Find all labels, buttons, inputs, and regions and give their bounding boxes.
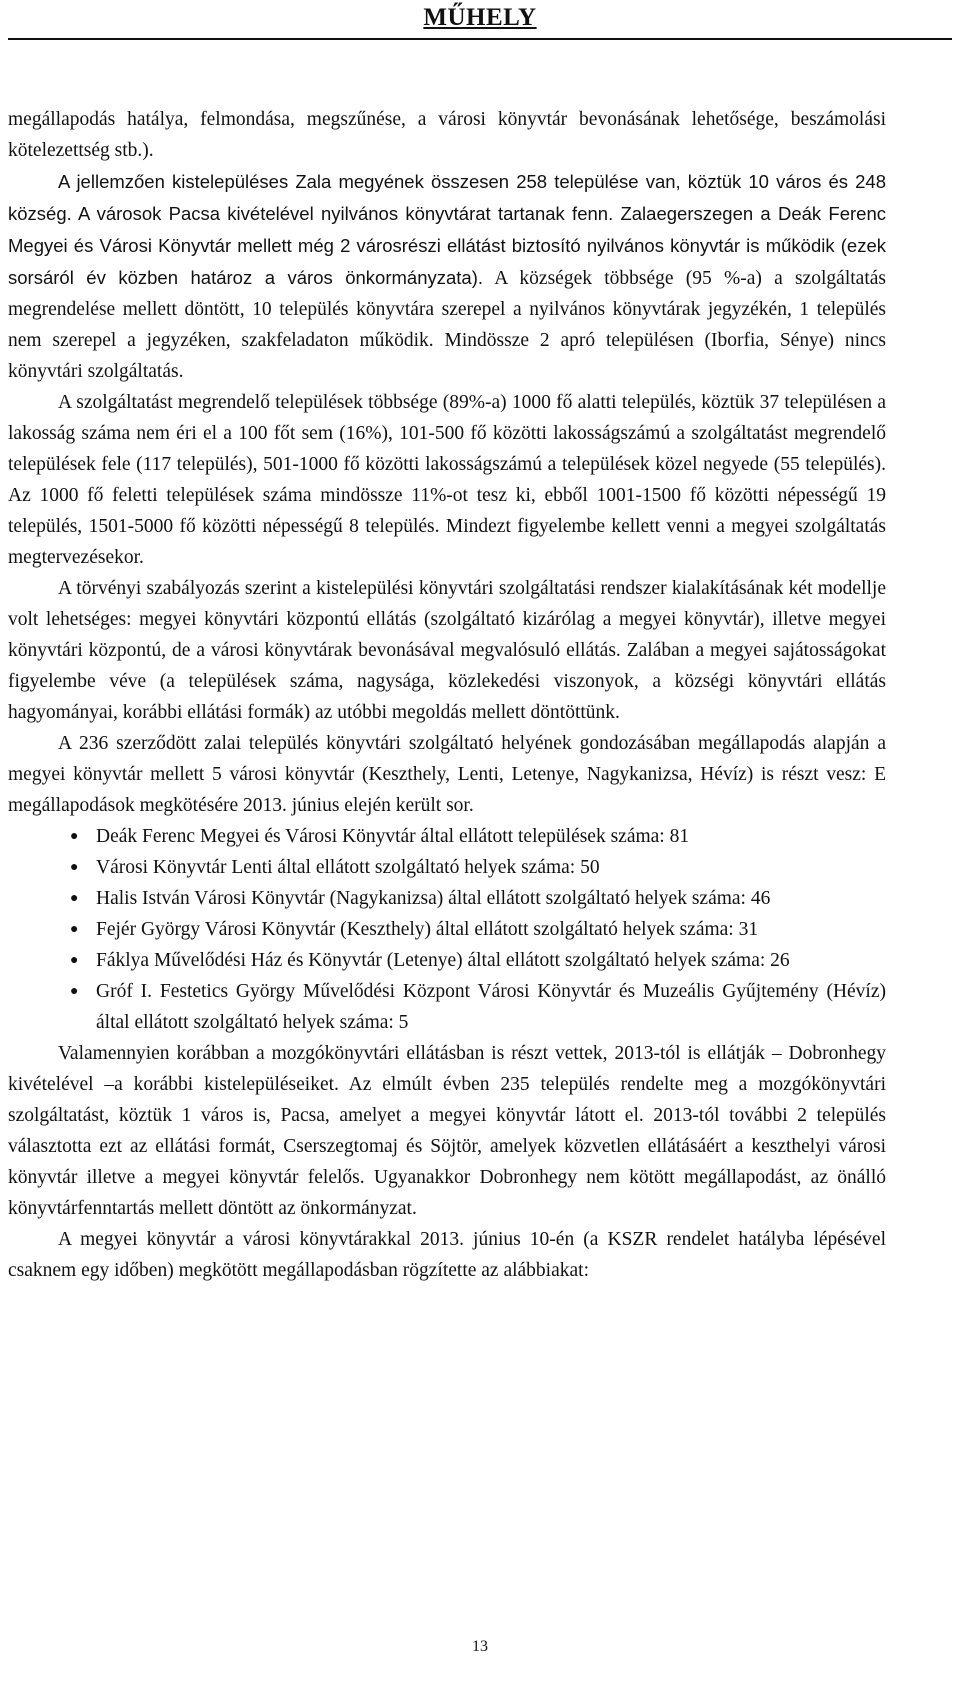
list-item [8,883,886,914]
paragraph-agreement: A megyei könyvtár a városi könyvtárakkal 2013. június 10-én (a KSZR rendelet hatályba lépésével csaknem egy időben) megkötött megállapodásban rögzítette az alábbiakat: [8,1229,886,1281]
paragraph-population-stats: A szolgáltatást megrendelő települések többsége (89%-a) 1000 fő alatti település, köztük 37 településen a lakosság száma nem éri el a 100 főt sem (16%), 101-500 fő közötti lakosságszámú a szolgáltatást megrendelő települések fele (117 település), 501-1000 fő közötti lakosságszámú a települések közel negyede (55 település). Az 1000 fő feletti települések száma mindössze 11%-ot tesz ki, ebből 1001-1500 fő közötti népességű 19 település, 1501-5000 fő közötti népességű 8 település. Mindezt figyelembe kellett venni a megyei szolgáltatás megtervezésekor. [8,392,886,568]
paragraph-mobile-library: Valamennyien korábban a mozgókönyvtári ellátásban is részt vettek, 2013-tól is ellátják – Dobronhegy kivételével –a korábbi kistelepüléseiket. Az elmúlt évben 235 település rendelte meg a mozgókönyvtári szolgáltatást, köztük 1 város is, Pacsa, amelyet a megyei könyvtár látott el. 2013-tól további 2 település választotta ezt az ellátási formát, Cserszegtomaj és Söjtör, amelyek közvetlen ellátásáért a keszthelyi városi könyvtár illetve a megyei könyvtár felelős. Ugyanakkor Dobronhegy nem kötött megállapodást, az önálló könyvtárfenntartás mellett döntött az önkormányzat. [8,1043,886,1219]
list-item-text: Deák Ferenc Megyei és Városi Könyvtár által ellátott települések száma: 81 [96,826,690,847]
list-item [8,821,886,852]
list-item-text: Városi Könyvtár Lenti által ellátott szolgáltató helyek száma: 50 [96,857,600,878]
bullet-icon: ● [70,953,79,968]
list-item [8,945,886,976]
paragraph-service-models: A törvényi szabályozás szerint a kistelepülési könyvtári szolgáltatási rendszer kialakításának két modellje volt lehetséges: megyei könyvtári központú ellátás (szolgáltató kizárólag a megyei könyvtár), illetve megyei könyvtári központú, de a városi könyvtárak bevonásával megvalósuló ellátás. Zalában a megyei sajátosságokat figyelembe véve (a települések száma, nagysága, közlekedési viszonyok, a községi könyvtári ellátás hagyományai, korábbi ellátási formák) az utóbbi megoldás mellett döntöttünk. [8,578,886,723]
list-item-text: Fejér György Városi Könyvtár (Keszthely) által ellátott szolgáltató helyek száma: 31 [96,919,759,940]
paragraph-zala-settlements-part2: A községek többsége (95 %-a) a szolgáltatás megrendelése mellett döntött, 10 település könyvtára szerepel a nyilvános könyvtárak jegyzékén, 1 település nem szerepel a jegyzéken, szakfeladaton működik. Mindössze 2 apró településen (Iborfia, Sénye) nincs könyvtári szolgáltatás. [8,268,886,382]
bullet-icon: ● [70,984,79,999]
bullet-icon: ● [70,829,79,844]
page-number: 13 [472,1638,488,1655]
library-service-list [8,821,886,1038]
paragraph-continuation: megállapodás hatálya, felmondása, megszűnése, a városi könyvtár bevonásának lehetősége, beszámolási kötelezettség stb.). [8,109,886,161]
list-item-text: Gróf I. Festetics György Művelődési Központ Városi Könyvtár és Muzeális Gyűjtemény (Hévíz) által ellátott szolgáltató helyek száma: 5 [96,981,886,1033]
list-item [8,852,886,883]
bullet-icon: ● [70,860,79,875]
page-header [0,0,960,40]
paragraph-zala-settlements-part1: A jellemzően kistelepüléses Zala megyének összesen 258 települése van, köztük 10 város és 248 község. A városok Pacsa kivételével nyilvános könyvtárat tartanak fenn. Zalaegerszegen a Deák Ferenc Megyei és Városi Könyvtár mellett még 2 városrészi ellátást biztosító nyilvános könyvtár is működik (ezek sorsáról év közben határoz a város önkormányzata). [8,171,886,288]
list-item [8,914,886,945]
paragraph-zala-settlements [8,166,886,387]
list-item [8,976,886,1038]
paragraph-contracted-settlements: A 236 szerződött zalai település könyvtári szolgáltató helyének gondozásában megállapodás alapján a megyei könyvtár mellett 5 városi könyvtár (Keszthely, Lenti, Letenye, Nagykanizsa, Hévíz) is részt vesz: E megállapodások megkötésére 2013. június elején került sor. [8,733,886,816]
list-item-text: Fáklya Művelődési Ház és Könyvtár (Letenye) által ellátott szolgáltató helyek száma: 26 [96,950,790,971]
list-item-text: Halis István Városi Könyvtár (Nagykanizsa) által ellátott szolgáltató helyek száma: 46 [96,888,771,909]
section-title: MŰHELY [423,4,537,31]
bullet-icon: ● [70,922,79,937]
bullet-icon: ● [70,891,79,906]
header-divider [8,38,952,40]
document-body [8,104,886,1286]
